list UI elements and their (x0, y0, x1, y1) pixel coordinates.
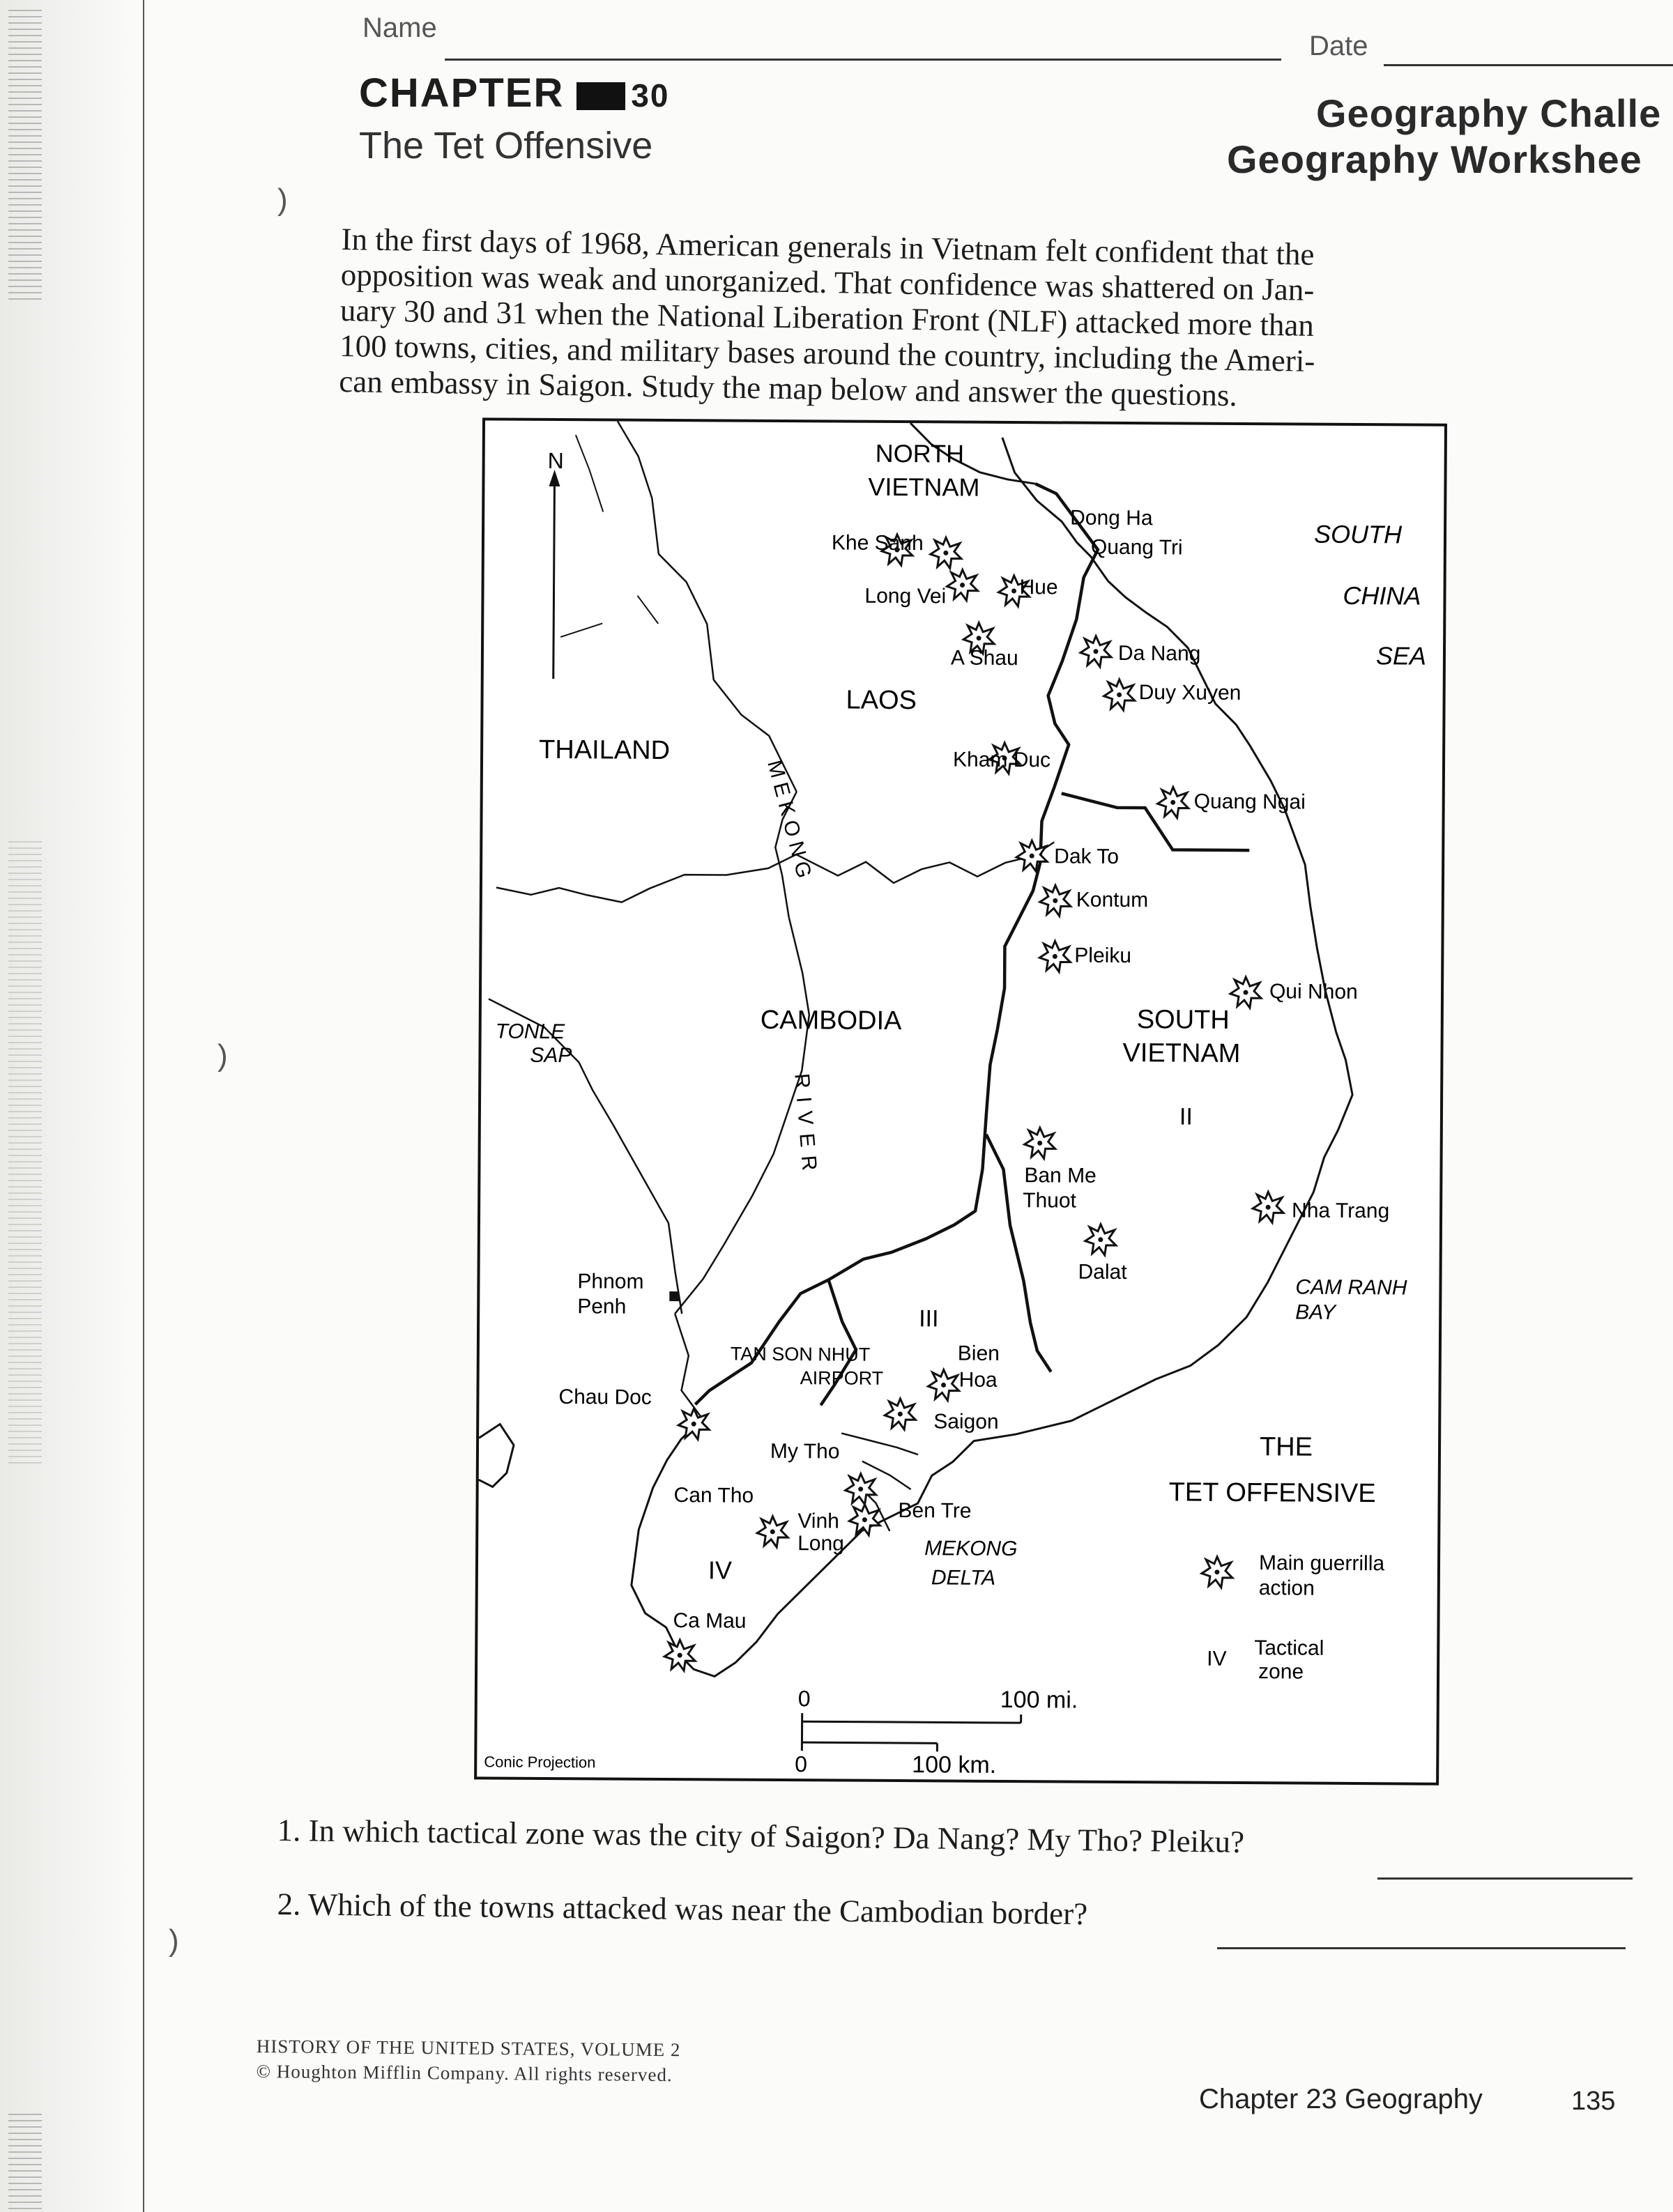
compass-arrow (553, 477, 555, 679)
scale-km-zero: 0 (795, 1751, 808, 1777)
label-south-china-sea: SOUTH (1313, 519, 1403, 549)
label-mekong-delta: DELTA (931, 1566, 996, 1590)
legend-title: TET OFFENSIVE (1168, 1477, 1376, 1509)
compass-north: N (547, 447, 564, 474)
label-north-vietnam: NORTH (875, 438, 965, 468)
label-south-vietnam: VIETNAM (1122, 1038, 1241, 1069)
chapter-heading (359, 70, 670, 116)
footer-chapter: Chapter 23 Geography (1199, 2084, 1483, 2114)
label-south-china-sea: CHINA (1343, 581, 1421, 610)
question-2: 2. Which of the towns attacked was near the Cambodian border? (277, 1887, 1088, 1932)
tet-offensive-map (470, 413, 1552, 1804)
scan-speckle (8, 7, 42, 300)
legend-zone-label: zone (1258, 1660, 1304, 1684)
label-mekong-river: RIVER (790, 1072, 822, 1180)
page-margin-line (143, 0, 144, 2212)
place-ca-mau: Ca Mau (673, 1609, 747, 1633)
margin-mark: ) (217, 1038, 228, 1073)
place-kontum: Kontum (1076, 888, 1149, 912)
projection-note: Conic Projection (484, 1753, 596, 1772)
place-bien-hoa: Hoa (958, 1368, 998, 1392)
place-tan-son-nhut: TAN SON NHUT (730, 1343, 871, 1365)
scan-speckle (8, 2112, 42, 2209)
intro-line: can embassy in Saigon. Study the map below and answer the questions. (339, 363, 1238, 413)
place-long-vei: Long Vei (864, 584, 947, 608)
place-dak-to: Dak To (1054, 845, 1120, 868)
intro-line: opposition was weak and unorganized. That confidence was shattered on Jan- (340, 256, 1315, 307)
date-label: Date (1309, 31, 1368, 61)
scale-km-label: 100 km. (912, 1751, 997, 1779)
place-quang-ngai: Quang Ngai (1193, 790, 1306, 814)
label-cambodia: CAMBODIA (760, 1005, 902, 1036)
place-dalat: Dalat (1078, 1260, 1127, 1284)
label-tonle-sap: TONLE (495, 1020, 565, 1044)
place-da-nang: Da Nang (1117, 641, 1201, 666)
place-saigon: Saigon (933, 1410, 999, 1434)
intro-line: 100 towns, cities, and military bases around the country, including the Ameri- (339, 328, 1315, 378)
label-south-china-sea: SEA (1375, 641, 1427, 670)
label-mekong-delta: MEKONG (924, 1537, 1018, 1561)
redaction-block (576, 82, 625, 110)
date-field[interactable] (1384, 64, 1673, 66)
margin-mark: ) (169, 1923, 179, 1958)
place-pleiku: Pleiku (1074, 944, 1132, 968)
place-can-tho: Can Tho (673, 1484, 754, 1507)
footer-book-title: HISTORY OF THE UNITED STATES, VOLUME 2 (256, 2036, 681, 2061)
legend-star-label: action (1258, 1576, 1315, 1600)
label-cam-ranh-bay: CAM RANH (1295, 1275, 1407, 1300)
place-my-tho: My Tho (770, 1439, 840, 1464)
place-vinh-long: Long (797, 1532, 845, 1556)
name-label: Name (362, 13, 437, 43)
intro-paragraph (339, 222, 1478, 417)
name-field[interactable] (445, 59, 1281, 61)
intro-line: In the first days of 1968, American generals in Vietnam felt confident that the (341, 222, 1315, 272)
label-north-vietnam: VIETNAM (868, 472, 980, 502)
label-cam-ranh-bay: BAY (1295, 1300, 1336, 1324)
copyright-footer (256, 2034, 680, 2087)
place-phnom-penh: Phnom (577, 1270, 644, 1293)
worksheet-title-line2: Geography Workshee (1227, 137, 1642, 181)
scale-bar-km (802, 1742, 937, 1743)
margin-mark: ) (277, 183, 288, 217)
zone-iv: IV (708, 1556, 733, 1585)
answer-line-1[interactable] (1377, 1877, 1633, 1880)
zone-iii: III (919, 1305, 939, 1332)
chapter-label: CHAPTER (359, 70, 565, 116)
place-phnom-penh: Penh (577, 1295, 627, 1319)
place-ban-me-thuot: Thuot (1023, 1189, 1077, 1213)
place-kham-duc: Kham Duc (952, 748, 1051, 772)
intro-line: uary 30 and 31 when the National Liberation Front (NLF) attacked more than (339, 292, 1315, 343)
place-chau-doc: Chau Doc (558, 1385, 652, 1409)
place-nha-trang: Nha Trang (1292, 1199, 1390, 1223)
chapter-number: 30 (631, 77, 670, 114)
worksheet-title-line1: Geography Challe (1316, 91, 1662, 135)
label-laos: LAOS (846, 685, 917, 716)
page-number: 135 (1571, 2087, 1616, 2116)
place-qui-nhon: Qui Nhon (1269, 980, 1358, 1004)
legend-zone-label: Tactical (1254, 1636, 1324, 1660)
zone-ii: II (1179, 1103, 1193, 1130)
phnom-penh-marker (669, 1291, 679, 1301)
question-1: 1. In which tactical zone was the city of Saigon? Da Nang? My Tho? Pleiku? (277, 1813, 1245, 1859)
label-thailand: THAILAND (539, 735, 671, 766)
place-ban-me-thuot: Ban Me (1024, 1164, 1097, 1188)
place-quang-tri: Quang Tri (1090, 535, 1183, 560)
place-a-shau: A Shau (950, 646, 1018, 670)
label-south-vietnam: SOUTH (1136, 1005, 1230, 1035)
answer-line-2[interactable] (1217, 1947, 1626, 1949)
scale-bar-mi (802, 1721, 1021, 1723)
place-dong-ha: Dong Ha (1070, 506, 1153, 530)
legend-star-label: Main guerrilla (1258, 1551, 1385, 1576)
scan-speckle (8, 836, 42, 1464)
place-tan-son-nhut: AIRPORT (800, 1367, 884, 1389)
legend-title: THE (1259, 1432, 1313, 1462)
scale-mi-zero: 0 (797, 1686, 811, 1712)
place-hue: Hue (1019, 576, 1058, 599)
label-mekong-river: MEKONG (763, 758, 818, 886)
place-duy-xuyen: Duy Xuyen (1138, 681, 1242, 705)
place-vinh-long: Vinh (797, 1510, 839, 1533)
place-khe-sanh: Khe Sanh (831, 531, 924, 555)
place-ben-tre: Ben Tre (898, 1499, 972, 1523)
footer-copyright: © Houghton Mifflin Company. All rights reserved. (256, 2060, 673, 2086)
chapter-title: The Tet Offensive (359, 125, 653, 167)
place-bien-hoa: Bien (957, 1342, 1000, 1365)
scale-mi-label: 100 mi. (1000, 1686, 1078, 1714)
label-tonle-sap: SAP (530, 1043, 572, 1068)
legend-zone-symbol: IV (1207, 1647, 1227, 1670)
